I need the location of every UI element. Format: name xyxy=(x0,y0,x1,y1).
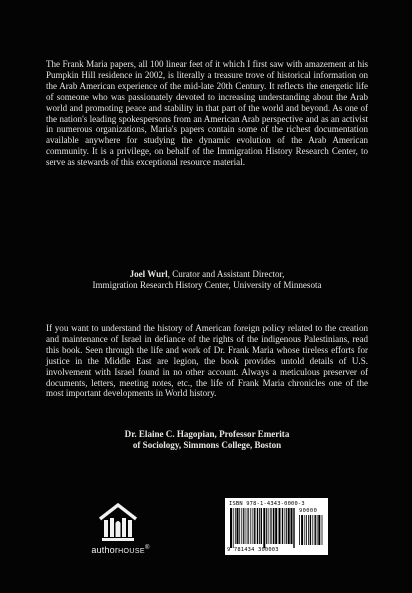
barcode-bar xyxy=(322,515,323,545)
ean-barcode-bars xyxy=(229,508,297,548)
barcode-bar xyxy=(286,508,287,544)
reviewer-line-2: of Sociology, Simmons College, Boston xyxy=(132,440,282,450)
price-code-label: 90000 xyxy=(299,508,318,514)
barcode-bar xyxy=(257,508,258,544)
barcode-bar xyxy=(254,508,255,544)
barcode-bar xyxy=(288,508,290,544)
barcode-bar xyxy=(270,508,271,544)
barcode-bar xyxy=(317,515,318,545)
barcode-bar xyxy=(233,508,234,548)
barcode-bar xyxy=(230,508,232,548)
barcode-bar xyxy=(318,515,320,545)
barcode-bar xyxy=(261,508,262,544)
barcode-bar xyxy=(237,508,239,544)
barcode-bar xyxy=(259,508,260,544)
barcode-bar xyxy=(247,508,248,544)
barcode-bar xyxy=(299,515,300,545)
reviewer-organization: Immigration Research History Center, University of Minnesota xyxy=(92,280,322,290)
authorhouse-logo-icon xyxy=(78,499,158,567)
barcode-bar xyxy=(279,508,281,544)
barcode-bar xyxy=(301,515,303,545)
barcode-bar xyxy=(308,515,309,545)
review-attribution-hagopian xyxy=(46,429,368,451)
house-book-icon xyxy=(78,499,158,545)
barcode-bar xyxy=(248,508,249,544)
barcode-bar xyxy=(271,508,272,544)
barcode-bar xyxy=(310,515,311,545)
barcode-bar xyxy=(250,508,251,544)
barcode-bar xyxy=(306,515,307,545)
ean-number: 9 781434 300003 xyxy=(227,547,279,553)
reviewer-role: , Curator and Assistant Director, xyxy=(167,269,285,279)
barcode-bar xyxy=(282,508,283,544)
isbn-barcode xyxy=(225,498,328,555)
barcode-bar xyxy=(304,515,305,545)
barcode-bar xyxy=(291,508,293,544)
review-blurb-hagopian: If you want to understand the history of American foreign policy related to the creation and maintenance of Israel in defiance of the rights of the indigenous Palestinians, read this book. Seen through the life and work of Dr. Frank Maria whose tireless efforts for justice in the Middle East are legion, the book provides untold details of U.S. involvement with Israel found in no other account. Always a meticulous preserver of documents, letters, meeting notes, etc., the life of Frank Maria chronicles one of the most important developments in World history. xyxy=(46,323,368,399)
publisher-name: authorHOUSE® xyxy=(91,545,150,555)
barcode-bar xyxy=(241,508,242,544)
review-attribution-wurl xyxy=(46,269,368,291)
reviewer-name: Joel Wurl xyxy=(129,269,168,279)
isbn-label: ISBN 978-1-4343-0000-3 xyxy=(229,501,305,507)
barcode-bar xyxy=(285,508,286,544)
review-blurb-wurl: The Frank Maria papers, all 100 linear feet of it which I first saw with amazement at his Pumpkin Hill residence in 2002, is literally a treasure trove of historical information on the Arab American experience of the mid-late 20th Century. It reflects the energetic life of someone who was passionately devoted to increasing understanding about the Arab world and promoting peace and stability in that part of the world and beyond. As one of the nation's leading spokespersons from an American Arab perspective and as an activist in numerous organizations, Maria's papers contain some of the richest documentation available anywhere for studying the dynamic evolution of the Arab American community. It is a privilege, on behalf of the Immigration History Research Center, to serve as stewards of this exceptional resource material. xyxy=(46,59,368,168)
barcode-bar xyxy=(312,515,313,545)
barcode-bar xyxy=(293,508,294,548)
reviewer-line-1: Dr. Elaine C. Hagopian, Professor Emerita xyxy=(124,429,290,439)
barcode-bar xyxy=(243,508,244,544)
barcode-bar xyxy=(239,508,240,544)
price-barcode-bars xyxy=(298,515,324,545)
barcode-bar xyxy=(268,508,269,544)
barcode-bar xyxy=(245,508,246,544)
barcode-bar xyxy=(253,508,254,544)
barcode-bar xyxy=(315,515,316,545)
barcode-bar xyxy=(273,508,274,544)
barcode-bar xyxy=(275,508,277,544)
barcode-bar xyxy=(235,508,236,544)
barcode-bar xyxy=(263,508,265,548)
barcode-bar xyxy=(266,508,267,544)
